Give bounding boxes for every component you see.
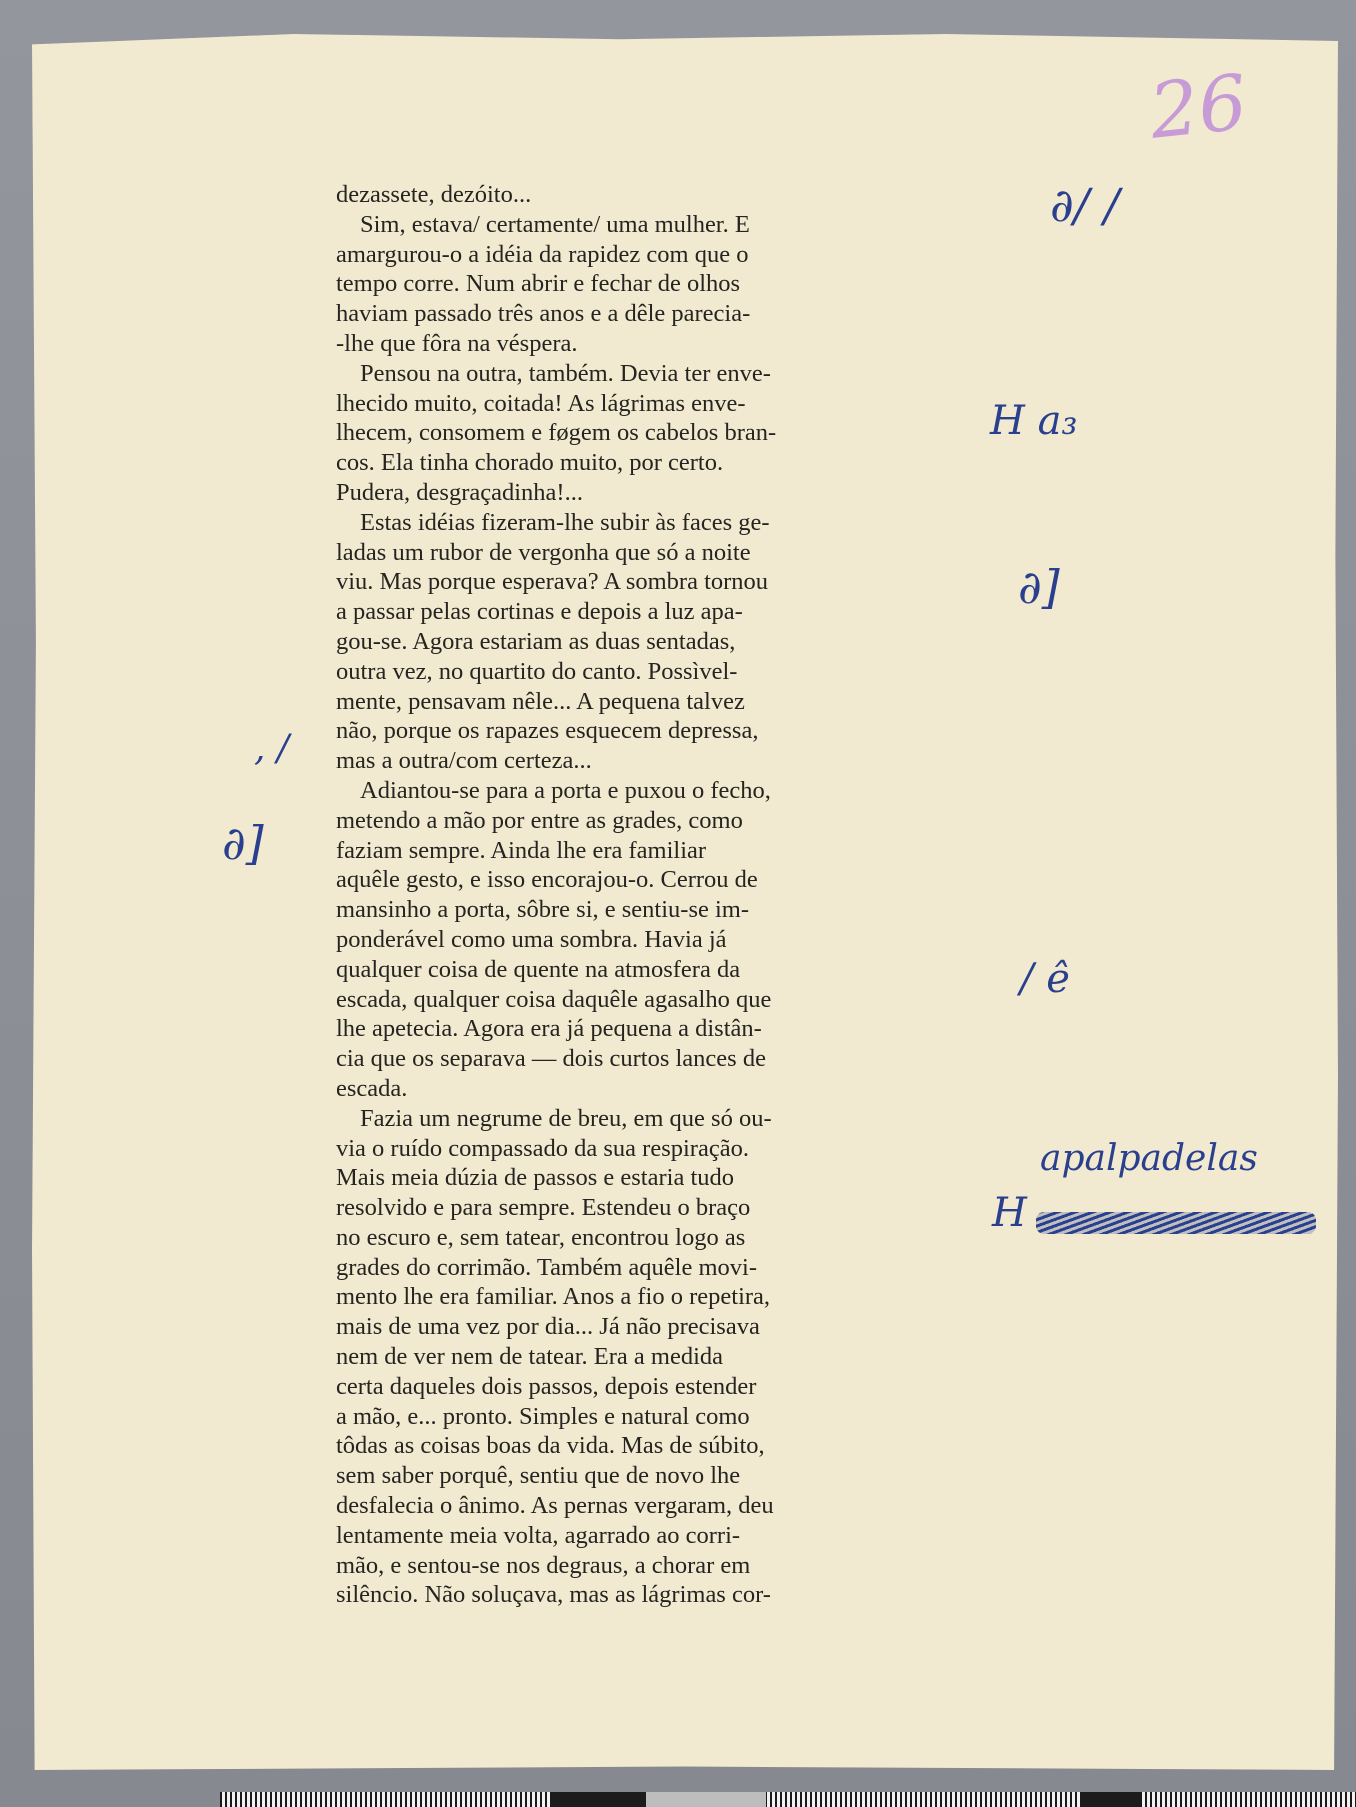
text-line: dezassete, dezóito...: [336, 181, 532, 208]
body-text: [336, 180, 956, 1610]
text-line: cia que os separava — dois curtos lances de: [336, 1045, 766, 1073]
text-line: mão, e sentou-se nos degraus, a chorar em: [336, 1551, 751, 1579]
text-line: mas a outra/com certeza...: [336, 747, 592, 775]
text-line: a passar pelas cortinas e depois a luz apa-: [336, 598, 743, 626]
text-line: silêncio. Não soluçava, mas as lágrimas cor-: [336, 1581, 771, 1609]
folio-number: 26: [1145, 57, 1252, 156]
margin-note-3: ∂]: [1018, 560, 1060, 614]
text-line: no escuro e, sem tatear, encontrou logo as: [336, 1223, 746, 1251]
text-line: nem de ver nem de tatear. Era a medida: [336, 1343, 724, 1371]
color-scale-bar: [220, 1792, 1356, 1807]
text-line: grades do corrimão. Também aquêle movi-: [336, 1253, 757, 1281]
text-line: Mais meia dúzia de passos e estaria tudo: [336, 1164, 735, 1192]
text-line: lentamente meia volta, agarrado ao corri-: [336, 1521, 741, 1549]
text-line: lhecem, consomem e føgem os cabelos bran-: [336, 419, 777, 447]
text-line: haviam passado três anos e a dêle parecia-: [336, 300, 751, 328]
text-line: escada, qualquer coisa daquêle agasalho que: [336, 985, 772, 1013]
text-line: viu. Mas porque esperava? A sombra tornou: [336, 568, 769, 596]
text-line: cos. Ela tinha chorado muito, por certo.: [336, 449, 724, 477]
text-line: mente, pensavam nêle... A pequena talvez: [336, 687, 745, 715]
text-line: não, porque os rapazes esquecem depressa,: [336, 717, 759, 745]
margin-note-7: apalpadelas: [1040, 1138, 1258, 1179]
text-line: Fazia um negrume de breu, em que só ou-: [360, 1104, 772, 1132]
text-line: lhe apetecia. Agora era já pequena a distân-: [336, 1015, 762, 1043]
text-line: certa daqueles dois passos, depois estender: [336, 1372, 757, 1400]
margin-note-4: , /: [254, 728, 290, 769]
text-line: desfalecia o ânimo. As pernas vergaram, deu: [336, 1492, 774, 1520]
text-line: a mão, e... pronto. Simples e natural como: [336, 1402, 750, 1430]
margin-note-1: ∂/ /: [1050, 178, 1120, 232]
text-line: escada.: [336, 1074, 408, 1102]
margin-note-2: H a₃: [990, 398, 1078, 444]
text-line: -lhe que fôra na véspera.: [336, 329, 578, 357]
text-line: tôdas as coisas boas da vida. Mas de súbito,: [336, 1432, 765, 1460]
text-line: mento lhe era familiar. Anos a fio o repetira,: [336, 1283, 771, 1311]
text-line: Pensou na outra, também. Devia ter enve-: [360, 359, 771, 387]
text-line: aquêle gesto, e isso encorajou-o. Cerrou de: [336, 866, 758, 894]
text-line: via o ruído compassado da sua respiração.: [336, 1134, 749, 1162]
text-line: faziam sempre. Ainda lhe era familiar: [336, 836, 707, 864]
text-line: lhecido muito, coitada! As lágrimas enve-: [336, 389, 746, 417]
margin-note-8: H: [992, 1190, 1027, 1236]
text-line: ponderável como uma sombra. Havia já: [336, 925, 727, 953]
text-line: sem saber porquê, sentiu que de novo lhe: [336, 1462, 741, 1490]
margin-note-6: / ê: [1020, 956, 1070, 1002]
text-line: metendo a mão por entre as grades, como: [336, 806, 743, 834]
text-line: resolvido e para sempre. Estendeu o braço: [336, 1194, 751, 1222]
margin-note-5: ∂]: [222, 816, 264, 870]
text-line: gou-se. Agora estariam as duas sentadas,: [336, 627, 736, 655]
text-line: ladas um rubor de vergonha que só a noite: [336, 538, 751, 566]
text-line: Pudera, desgraçadinha!...: [336, 478, 583, 506]
text-line: outra vez, no quartito do canto. Possìvel-: [336, 657, 738, 685]
text-line: amargurou-o a idéia da rapidez com que o: [336, 240, 749, 268]
text-line: Adiantou-se para a porta e puxou o fecho,: [360, 776, 771, 804]
text-line: qualquer coisa de quente na atmosfera da: [336, 955, 741, 983]
text-line: tempo corre. Num abrir e fechar de olhos: [336, 270, 741, 298]
text-line: Estas idéias fizeram-lhe subir às faces ge-: [360, 508, 770, 536]
text-line: Sim, estava/ certamente/ uma mulher. E: [360, 210, 750, 238]
scribbled-out-word: [1036, 1212, 1316, 1234]
text-line: mais de uma vez por dia... Já não precisava: [336, 1313, 760, 1341]
text-line: mansinho a porta, sôbre si, e sentiu-se im-: [336, 896, 750, 924]
